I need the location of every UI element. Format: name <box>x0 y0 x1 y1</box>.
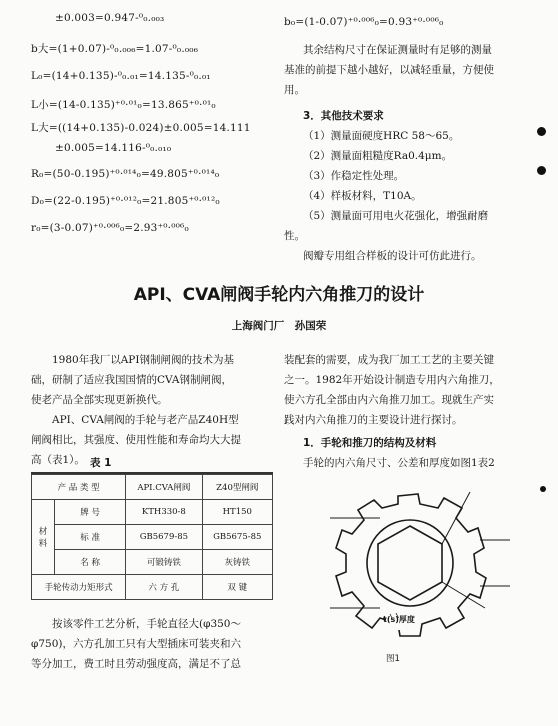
body-line: 装配套的需要，成为我厂加工工艺的主要关键 <box>284 354 494 366</box>
requirement-item: （2）测量面粗糙度Ra0.4μm。 <box>303 150 453 162</box>
table-group-label: 材 料 <box>32 500 55 575</box>
hex-hole <box>378 526 442 600</box>
handwheel-hex-diagram <box>320 478 525 658</box>
requirement-item: （3）作稳定性处理。 <box>303 170 405 182</box>
figure-caption: 图1 <box>386 654 400 664</box>
body-line: 闸阀相比，其强度、使用性能和寿命均大大提 <box>31 434 241 446</box>
comparison-table <box>31 474 273 600</box>
formula-line: b大=(1+0.07)-⁰₀.₀₀₆=1.07-⁰₀.₀₀₆ <box>31 43 199 55</box>
formula-line: b₀=(1-0.07)⁺⁰·⁰⁰⁶₀=0.93⁺⁰·⁰⁰⁶₀ <box>284 16 444 28</box>
formula-line: r₀=(3-0.07)⁺⁰·⁰⁰⁶₀=2.93⁺⁰·⁰⁰⁶₀ <box>31 222 189 234</box>
formula-line: L小=(14-0.135)⁺⁰·⁰¹₀=13.865⁺⁰·⁰¹₀ <box>31 99 216 111</box>
section-heading: 3．其他技术要求 <box>303 110 384 122</box>
table-row <box>32 550 273 575</box>
paragraph-line: 其余结构尺寸在保证测量时有足够的测量 <box>303 44 492 56</box>
body-line: 按该零件工艺分析，手轮直径大(φ350～ <box>52 618 241 630</box>
table-cell: 六 方 孔 <box>126 575 202 600</box>
table-row <box>32 525 273 550</box>
table-header-cell: API.CVA闸阀 <box>126 475 202 500</box>
figure-label: t(s)厚度 <box>383 615 415 624</box>
body-line: 使六方孔全部由内六角推刀加工。现就生产实 <box>284 394 494 406</box>
section-heading: 1．手轮和推刀的结构及材料 <box>303 437 437 449</box>
binder-hole-mark <box>540 486 546 492</box>
body-line: 使老产品全部实现更新换代。 <box>31 394 168 406</box>
article-author: 上海阀门厂 孙国荣 <box>231 320 327 332</box>
requirement-item: （5）测量面可用电火花强化，增强耐磨 <box>303 210 489 222</box>
formula-line: L大=((14+0.135)-0.024)±0.005=14.111 <box>31 122 251 134</box>
body-line: 践对内六角推刀的主要设计进行探讨。 <box>284 414 463 426</box>
table-cell: 牌 号 <box>55 500 126 525</box>
body-line: 础，研制了适应我国国情的CVA钢制闸阀， <box>31 374 232 386</box>
binder-hole-mark <box>537 127 546 136</box>
table-cell: 名 称 <box>55 550 126 575</box>
body-line: φ750)，六方孔加工只有大型插床可装夹和六 <box>31 638 241 650</box>
table-header-cell: 产 品 类 型 <box>32 475 126 500</box>
table-cell: GB5675-85 <box>202 525 272 550</box>
table-header-cell: Z40型闸阀 <box>202 475 272 500</box>
table-cell: 标 准 <box>55 525 126 550</box>
table-cell: KTH330-8 <box>126 500 202 525</box>
paragraph-line: 基准的前提下越小越好，以减轻重量，方便使 <box>284 64 494 76</box>
table-row <box>32 575 273 600</box>
section-text: 手轮的内六角尺寸、公差和厚度如图1表2 <box>303 457 495 469</box>
formula-line: L₀=(14+0.135)-⁰₀.₀₁=14.135-⁰₀.₀₁ <box>31 70 211 82</box>
body-line: 高（表1）。 <box>31 454 85 466</box>
body-line: 等分加工，费工时且劳动强度高，满足不了总 <box>31 658 241 670</box>
paragraph-line: 用。 <box>284 84 305 96</box>
table-cell: 双 键 <box>202 575 272 600</box>
table-cell: 可锻铸铁 <box>126 550 202 575</box>
table-header-row <box>32 475 273 500</box>
inner-circle <box>367 520 453 606</box>
binder-hole-mark <box>537 166 546 175</box>
requirement-tail: 性。 <box>284 230 305 242</box>
requirement-item: （4）样板材料，T10A。 <box>303 190 422 202</box>
table-cell: GB5679-85 <box>126 525 202 550</box>
table-row <box>32 500 273 525</box>
table-cell: 灰铸铁 <box>202 550 272 575</box>
formula-line: R₀=(50-0.195)⁺⁰·⁰¹⁴₀=49.805⁺⁰·⁰¹⁴₀ <box>31 168 220 180</box>
table-cell: HT150 <box>202 500 272 525</box>
body-line: 1980年我厂以API钢制闸阀的技术为基 <box>52 354 235 366</box>
table-caption: 表 1 <box>90 457 112 469</box>
closing-line: 阀瓣专用组合样板的设计可仿此进行。 <box>303 250 482 262</box>
table-cell: 手轮传动力矩形式 <box>32 575 126 600</box>
article-title: API、CVA闸阀手轮内六角推刀的设计 <box>133 285 425 305</box>
requirement-item: （1）测量面硬度HRC 58～65。 <box>303 130 460 142</box>
body-line: 之一。1982年开始设计制造专用内六角推刀， <box>284 374 500 386</box>
body-line: API、CVA闸阀的手轮与老产品Z40H型 <box>52 414 239 426</box>
formula-line: ±0.003=0.947-⁰₀.₀₀₃ <box>55 12 165 24</box>
formula-line: ±0.005=14.116-⁰₀.₀₁₀ <box>55 142 172 154</box>
formula-line: D₀=(22-0.195)⁺⁰·⁰¹²₀=21.805⁺⁰·⁰¹²₀ <box>31 195 220 207</box>
